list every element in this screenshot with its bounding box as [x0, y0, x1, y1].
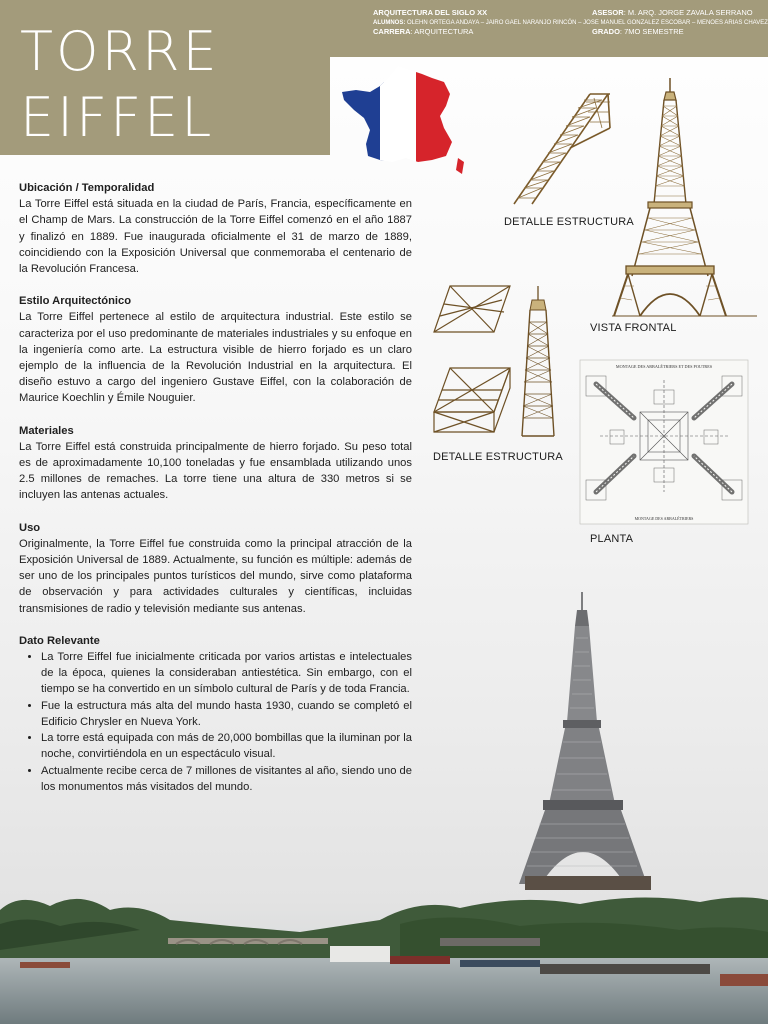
- relevant-list: [19, 649, 412, 795]
- plan-heading: MONTAGE DES ARBALÉTRIERS ET DES POUTRES: [615, 364, 713, 369]
- advisor-line: [592, 8, 753, 18]
- career-label: CARRERA: [373, 27, 411, 36]
- grade-label: GRADO: [592, 27, 620, 36]
- plan-footer: MONTAGE DES ARBALÉTRIERS: [634, 516, 694, 521]
- section-title-location: Ubicación / Temporalidad: [19, 182, 155, 194]
- section-body-materials: La Torre Eiffel está construida principalmente de hierro forjado. Su peso total es de aproximadamente 10,100 toneladas y fue ensamblada utilizando unos 2.5 millones de remaches. La torre tiene una altura de 330 metros si se incluyen las antenas actuales.: [19, 440, 412, 502]
- list-item: • Actualmente recibe cerca de 7 millones de visitantes al año, siendo uno de los monumentos más visitados del mundo.: [41, 763, 412, 795]
- text-column: [19, 180, 412, 795]
- section-title-relevant: Dato Relevante: [19, 634, 100, 647]
- section-title-style: Estilo Arquitectónico: [19, 295, 132, 308]
- students-label: ALUMNOS:: [373, 20, 406, 26]
- grade-value: : 7MO SEMESTRE: [619, 27, 684, 36]
- caption-planta: PLANTA: [590, 533, 634, 545]
- course-name: ARQUITECTURA DEL SIGLO XX: [373, 8, 488, 17]
- caption-detalle-estructura-1: DETALLE ESTRUCTURA: [504, 216, 634, 228]
- section-title-use: Uso: [19, 521, 41, 534]
- advisor-value: : M. ARQ. JORGE ZAVALA SERRANO: [623, 8, 753, 17]
- list-item: • La torre está equipada con más de 20,000 bombillas que la iluminan por la noche, convirtiéndola en un espectáculo visual.: [41, 730, 412, 762]
- section-body-location: La Torre Eiffel está situada en la ciudad de París, Francia, específicamente en el Champ de Mars. La construcción de la Torre Eiffel comenzó en el año 1887 y finalizó en 1889. Fue inaugurada oficialmente el 31 de marzo de 1889, coincidiendo con la Exposición Universal que conmemoraba el centenario de la Revolución Francesa.: [19, 198, 412, 276]
- plan-drawing-sheet: [580, 360, 754, 524]
- structure-detail-modules-drawing: [430, 282, 565, 442]
- advisor-label: ASESOR: [592, 8, 624, 17]
- career-line: [373, 27, 473, 37]
- grade-line: [592, 27, 684, 37]
- students-names: OLEHN ORTEGA ANDAYA – JAIRO GAEL NARANJO RINCÓN – JOSE MANUEL GONZALEZ ESCOBAR – MENOES ARIAS CHAVEZ: [407, 20, 768, 26]
- tower-frontal-view-drawing: [612, 76, 757, 318]
- section-body-use: Originalmente, la Torre Eiffel fue construida como la principal atracción de la Exposición Universal de 1889. Actualmente, su función es múltiple: además de ser uno de los principales puntos turísticos del mundo, sirve como plataforma de observación y para actividades culturales y científicas, incluidas transmisiones de radio y televisión mediante sus antenas.: [19, 537, 412, 615]
- list-item: • Fue la estructura más alta del mundo hasta 1930, cuando se completó el Edificio Chrysler en Nueva York.: [41, 698, 412, 730]
- title-block: [0, 0, 330, 155]
- structure-detail-truss-drawing: [510, 88, 615, 208]
- title-line-1: TORRE: [20, 20, 220, 83]
- list-item: • La Torre Eiffel fue inicialmente criticada por varios artistas e intelectuales de la época, quienes la consideraban antiestética. Sin embargo, con el tiempo se ha convertido en un símbolo cultural de París y de toda Francia.: [41, 649, 412, 698]
- career-value: : ARQUITECTURA: [410, 27, 474, 36]
- caption-vista-frontal: VISTA FRONTAL: [590, 322, 677, 334]
- corsica-shape: [456, 158, 464, 174]
- section-title-materials: Materiales: [19, 424, 74, 437]
- france-flag-map: [340, 64, 470, 176]
- section-body-style: La Torre Eiffel pertenece al estilo de arquitectura industrial. Este estilo se caracteriza por el uso predominante de materiales industriales y su enfoque en la ingeniería como arte. La estructura visible de hierro forjado es un claro ejemplo de la influencia de la Revolución Industrial en la arquitectura. El diseño estuvo a cargo del ingeniero Gustave Eiffel, con la colaboración de Maurice Koechlin y Émile Nouguier.: [19, 311, 412, 405]
- river-landscape: [0, 880, 768, 1024]
- caption-detalle-estructura-2: DETALLE ESTRUCTURA: [433, 451, 563, 463]
- eiffel-tower-photo: [525, 592, 655, 898]
- title-line-2: EIFFEL: [20, 86, 215, 149]
